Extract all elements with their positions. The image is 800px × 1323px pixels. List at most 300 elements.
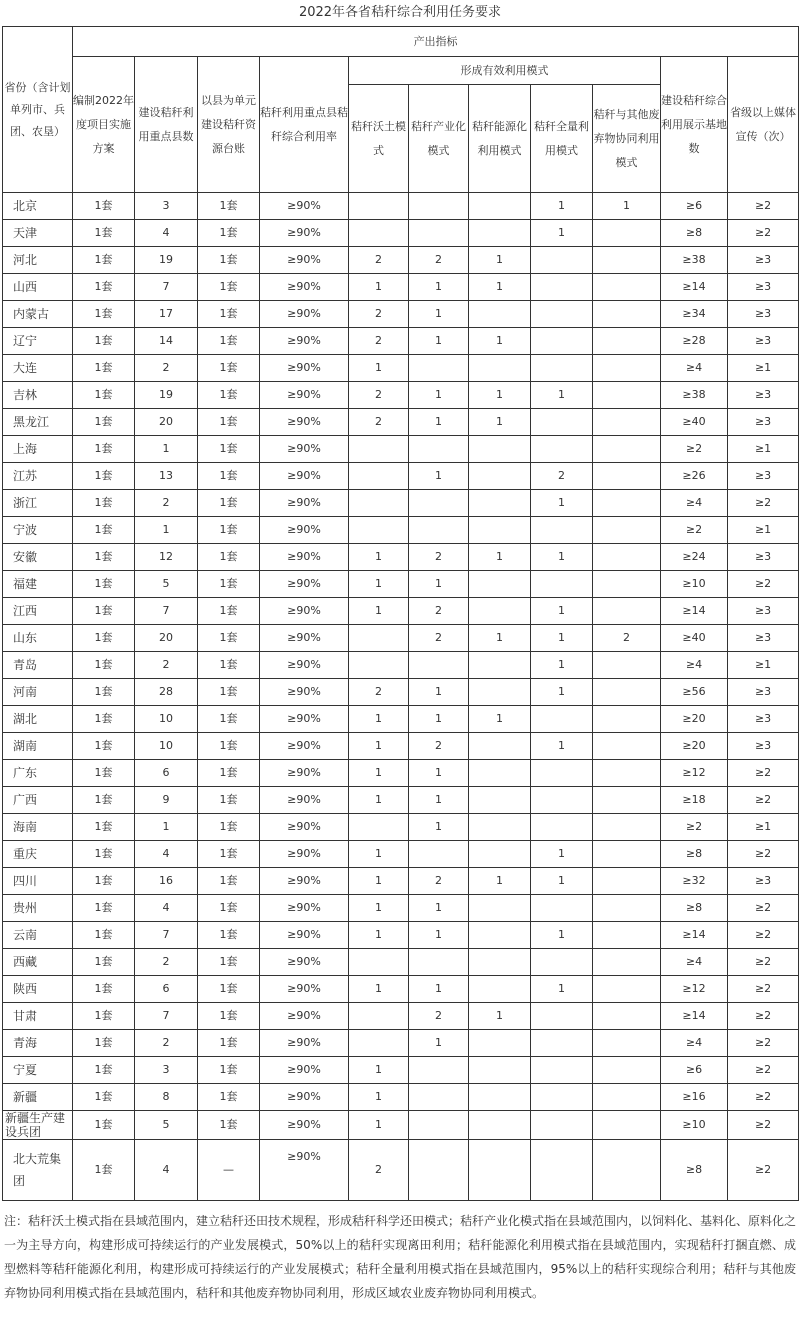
cell-industry-mode: 1: [409, 1030, 469, 1057]
cell-plan: 1套: [73, 1140, 135, 1201]
cell-full-use-mode: [531, 247, 593, 274]
cell-province: 天津: [3, 220, 73, 247]
cell-rate: ≥90%: [260, 625, 349, 652]
cell-synergy-mode: [593, 1140, 661, 1201]
cell-industry-mode: 1: [409, 679, 469, 706]
header-col-industry-mode: 秸秆产业化模式: [409, 85, 469, 193]
cell-rate: ≥90%: [260, 679, 349, 706]
cell-plan: 1套: [73, 382, 135, 409]
table-row: [3, 1003, 799, 1030]
cell-industry-mode: 2: [409, 733, 469, 760]
cell-demo-base: ≥14: [661, 598, 728, 625]
cell-synergy-mode: [593, 1057, 661, 1084]
cell-energy-mode: [469, 193, 531, 220]
cell-soil-mode: [349, 1003, 409, 1030]
table-row: [3, 841, 799, 868]
cell-rate: ≥90%: [260, 517, 349, 544]
cell-demo-base: ≥14: [661, 1003, 728, 1030]
cell-demo-base: ≥14: [661, 274, 728, 301]
cell-full-use-mode: 1: [531, 193, 593, 220]
cell-plan: 1套: [73, 1057, 135, 1084]
cell-demo-base: ≥38: [661, 247, 728, 274]
cell-industry-mode: [409, 490, 469, 517]
cell-province: 安徽: [3, 544, 73, 571]
cell-media: ≥2: [728, 1057, 799, 1084]
cell-soil-mode: 1: [349, 598, 409, 625]
cell-plan: 1套: [73, 787, 135, 814]
cell-soil-mode: 2: [349, 328, 409, 355]
table-row: [3, 1111, 799, 1140]
cell-soil-mode: 1: [349, 787, 409, 814]
cell-county-count: 28: [135, 679, 198, 706]
footnote: 注：秸秆沃土模式指在县域范围内，建立秸秆还田技术规程，形成秸秆科学还田模式；秸秆产业化模式指在县域范围内，以饲料化、基料化、原料化之一为主导方向，构建形成可持续运行的产业发展模式，50%以上的秸秆实现离田利用；秸秆能源化利用模式指在县域范围内，实现秸秆打捆直燃、成型燃料等秸秆能源化利用，构建形成可持续运行的产业发展模式；秸秆全量利用模式指在县域范围内，95%以上的秸秆实现综合利用；秸秆与其他废弃物协同利用模式指在县域范围内，秸秆和其他废弃物协同利用，形成区域农业废弃物协同利用模式。: [4, 1214, 797, 1300]
cell-rate: ≥90%: [260, 571, 349, 598]
cell-rate: ≥90%: [260, 1084, 349, 1111]
cell-demo-base: ≥4: [661, 490, 728, 517]
cell-rate: ≥90%: [260, 1140, 349, 1201]
cell-plan: 1套: [73, 976, 135, 1003]
cell-province: 贵州: [3, 895, 73, 922]
table-row: [3, 544, 799, 571]
cell-plan: 1套: [73, 463, 135, 490]
cell-rate: ≥90%: [260, 1030, 349, 1057]
cell-industry-mode: 1: [409, 301, 469, 328]
header-col-synergy-mode: 秸秆与其他废弃物协同利用模式: [593, 85, 661, 193]
cell-ledger: 1套: [198, 301, 260, 328]
table-title: 2022年各省秸秆综合利用任务要求: [298, 5, 502, 20]
cell-demo-base: ≥6: [661, 193, 728, 220]
cell-industry-mode: 1: [409, 706, 469, 733]
cell-rate: ≥90%: [260, 652, 349, 679]
cell-full-use-mode: [531, 1140, 593, 1201]
cell-full-use-mode: [531, 949, 593, 976]
table-row: [3, 571, 799, 598]
cell-industry-mode: 2: [409, 544, 469, 571]
cell-province: 重庆: [3, 841, 73, 868]
cell-industry-mode: [409, 193, 469, 220]
cell-county-count: 20: [135, 625, 198, 652]
cell-rate: ≥90%: [260, 733, 349, 760]
header-col-soil-mode: 秸秆沃土模式: [349, 85, 409, 193]
cell-energy-mode: 1: [469, 544, 531, 571]
cell-energy-mode: [469, 436, 531, 463]
cell-energy-mode: [469, 463, 531, 490]
cell-synergy-mode: 2: [593, 625, 661, 652]
cell-ledger: 1套: [198, 382, 260, 409]
cell-rate: ≥90%: [260, 544, 349, 571]
cell-county-count: 2: [135, 490, 198, 517]
cell-ledger: 1套: [198, 1030, 260, 1057]
cell-energy-mode: [469, 220, 531, 247]
cell-plan: 1套: [73, 247, 135, 274]
cell-full-use-mode: 1: [531, 679, 593, 706]
cell-county-count: 7: [135, 922, 198, 949]
cell-plan: 1套: [73, 1003, 135, 1030]
cell-province: 吉林: [3, 382, 73, 409]
cell-media: ≥2: [728, 949, 799, 976]
cell-county-count: 5: [135, 571, 198, 598]
cell-full-use-mode: 1: [531, 652, 593, 679]
cell-synergy-mode: [593, 544, 661, 571]
cell-ledger: 1套: [198, 409, 260, 436]
cell-industry-mode: [409, 1057, 469, 1084]
cell-plan: 1套: [73, 1084, 135, 1111]
cell-industry-mode: 2: [409, 598, 469, 625]
cell-media: ≥2: [728, 1084, 799, 1111]
cell-province: 浙江: [3, 490, 73, 517]
cell-province: 福建: [3, 571, 73, 598]
cell-ledger: 1套: [198, 1057, 260, 1084]
cell-full-use-mode: [531, 706, 593, 733]
table-row: [3, 652, 799, 679]
cell-province: 黑龙江: [3, 409, 73, 436]
cell-county-count: 12: [135, 544, 198, 571]
cell-county-count: 5: [135, 1111, 198, 1140]
cell-plan: 1套: [73, 193, 135, 220]
cell-ledger: 1套: [198, 760, 260, 787]
cell-energy-mode: 1: [469, 409, 531, 436]
cell-soil-mode: 2: [349, 382, 409, 409]
cell-energy-mode: 1: [469, 706, 531, 733]
cell-energy-mode: [469, 922, 531, 949]
cell-rate: ≥90%: [260, 895, 349, 922]
cell-plan: 1套: [73, 1111, 135, 1140]
table-row: [3, 733, 799, 760]
cell-plan: 1套: [73, 409, 135, 436]
cell-full-use-mode: [531, 409, 593, 436]
cell-plan: 1套: [73, 814, 135, 841]
cell-soil-mode: [349, 193, 409, 220]
cell-media: ≥3: [728, 598, 799, 625]
cell-media: ≥2: [728, 1140, 799, 1201]
cell-full-use-mode: [531, 787, 593, 814]
cell-synergy-mode: [593, 1084, 661, 1111]
cell-energy-mode: [469, 517, 531, 544]
cell-synergy-mode: [593, 436, 661, 463]
table-row: [3, 1140, 799, 1201]
cell-ledger: 1套: [198, 490, 260, 517]
cell-ledger: 1套: [198, 895, 260, 922]
table-row: [3, 220, 799, 247]
cell-synergy-mode: [593, 247, 661, 274]
cell-plan: 1套: [73, 841, 135, 868]
cell-ledger: 1套: [198, 652, 260, 679]
cell-industry-mode: 1: [409, 382, 469, 409]
cell-soil-mode: 1: [349, 760, 409, 787]
cell-soil-mode: [349, 463, 409, 490]
cell-demo-base: ≥38: [661, 382, 728, 409]
cell-county-count: 2: [135, 1030, 198, 1057]
table-row: [3, 1084, 799, 1111]
cell-synergy-mode: 1: [593, 193, 661, 220]
cell-plan: 1套: [73, 571, 135, 598]
cell-province: 云南: [3, 922, 73, 949]
cell-plan: 1套: [73, 706, 135, 733]
cell-province: 江苏: [3, 463, 73, 490]
cell-ledger: 1套: [198, 598, 260, 625]
cell-media: ≥3: [728, 733, 799, 760]
cell-demo-base: ≥40: [661, 625, 728, 652]
cell-energy-mode: [469, 679, 531, 706]
cell-rate: ≥90%: [260, 1111, 349, 1140]
cell-demo-base: ≥12: [661, 976, 728, 1003]
cell-rate: ≥90%: [260, 382, 349, 409]
cell-energy-mode: [469, 733, 531, 760]
cell-media: ≥2: [728, 1003, 799, 1030]
cell-industry-mode: 1: [409, 787, 469, 814]
cell-demo-base: ≥4: [661, 1030, 728, 1057]
cell-soil-mode: 1: [349, 1084, 409, 1111]
cell-full-use-mode: 1: [531, 733, 593, 760]
cell-plan: 1套: [73, 301, 135, 328]
cell-industry-mode: 1: [409, 274, 469, 301]
cell-county-count: 19: [135, 247, 198, 274]
table-row: [3, 922, 799, 949]
cell-media: ≥1: [728, 814, 799, 841]
cell-soil-mode: [349, 625, 409, 652]
cell-demo-base: ≥4: [661, 949, 728, 976]
cell-demo-base: ≥40: [661, 409, 728, 436]
cell-synergy-mode: [593, 706, 661, 733]
header-col-demo-base: 建设秸秆综合利用展示基地数: [661, 57, 728, 193]
cell-soil-mode: [349, 436, 409, 463]
cell-energy-mode: [469, 355, 531, 382]
cell-demo-base: ≥2: [661, 814, 728, 841]
cell-soil-mode: 1: [349, 355, 409, 382]
cell-rate: ≥90%: [260, 463, 349, 490]
cell-industry-mode: 1: [409, 571, 469, 598]
cell-energy-mode: 1: [469, 247, 531, 274]
cell-plan: 1套: [73, 436, 135, 463]
cell-media: ≥2: [728, 760, 799, 787]
cell-province: 上海: [3, 436, 73, 463]
cell-county-count: 7: [135, 274, 198, 301]
cell-synergy-mode: [593, 1030, 661, 1057]
cell-ledger: 1套: [198, 355, 260, 382]
cell-demo-base: ≥28: [661, 328, 728, 355]
cell-rate: ≥90%: [260, 328, 349, 355]
cell-plan: 1套: [73, 895, 135, 922]
cell-ledger: 1套: [198, 949, 260, 976]
cell-media: ≥2: [728, 895, 799, 922]
cell-ledger: 1套: [198, 193, 260, 220]
table-row: [3, 517, 799, 544]
cell-full-use-mode: 1: [531, 220, 593, 247]
cell-synergy-mode: [593, 382, 661, 409]
cell-ledger: 1套: [198, 1111, 260, 1140]
cell-demo-base: ≥14: [661, 922, 728, 949]
cell-full-use-mode: 1: [531, 841, 593, 868]
cell-demo-base: ≥56: [661, 679, 728, 706]
cell-industry-mode: 2: [409, 247, 469, 274]
cell-synergy-mode: [593, 517, 661, 544]
cell-province: 河南: [3, 679, 73, 706]
cell-synergy-mode: [593, 1003, 661, 1030]
cell-full-use-mode: 2: [531, 463, 593, 490]
cell-demo-base: ≥2: [661, 436, 728, 463]
cell-rate: ≥90%: [260, 220, 349, 247]
cell-province: 山东: [3, 625, 73, 652]
cell-plan: 1套: [73, 1030, 135, 1057]
cell-media: ≥3: [728, 544, 799, 571]
header-col-full-use-mode: 秸秆全量利用模式: [531, 85, 593, 193]
cell-energy-mode: [469, 760, 531, 787]
cell-province: 内蒙古: [3, 301, 73, 328]
cell-demo-base: ≥20: [661, 733, 728, 760]
cell-soil-mode: 1: [349, 841, 409, 868]
cell-ledger: 1套: [198, 436, 260, 463]
cell-synergy-mode: [593, 733, 661, 760]
cell-demo-base: ≥20: [661, 706, 728, 733]
table-row: [3, 706, 799, 733]
cell-ledger: 1套: [198, 625, 260, 652]
cell-synergy-mode: [593, 355, 661, 382]
cell-plan: 1套: [73, 922, 135, 949]
cell-energy-mode: [469, 1111, 531, 1140]
cell-county-count: 1: [135, 814, 198, 841]
cell-synergy-mode: [593, 949, 661, 976]
cell-county-count: 4: [135, 1140, 198, 1201]
cell-synergy-mode: [593, 868, 661, 895]
cell-synergy-mode: [593, 301, 661, 328]
table-row: [3, 274, 799, 301]
cell-synergy-mode: [593, 976, 661, 1003]
cell-full-use-mode: [531, 760, 593, 787]
header-output-indicators: 产出指标: [73, 27, 799, 57]
cell-media: ≥3: [728, 409, 799, 436]
cell-demo-base: ≥16: [661, 1084, 728, 1111]
table-row: [3, 1057, 799, 1084]
cell-ledger: 1套: [198, 571, 260, 598]
cell-industry-mode: [409, 1111, 469, 1140]
cell-county-count: 20: [135, 409, 198, 436]
cell-full-use-mode: 1: [531, 598, 593, 625]
cell-industry-mode: 1: [409, 922, 469, 949]
cell-ledger: 1套: [198, 787, 260, 814]
cell-county-count: 17: [135, 301, 198, 328]
cell-rate: ≥90%: [260, 301, 349, 328]
cell-province: 陕西: [3, 976, 73, 1003]
cell-plan: 1套: [73, 274, 135, 301]
cell-synergy-mode: [593, 328, 661, 355]
cell-ledger: 1套: [198, 922, 260, 949]
cell-rate: ≥90%: [260, 814, 349, 841]
cell-industry-mode: [409, 1084, 469, 1111]
cell-province: 山西: [3, 274, 73, 301]
cell-synergy-mode: [593, 652, 661, 679]
table-row: [3, 1030, 799, 1057]
cell-province: 辽宁: [3, 328, 73, 355]
header-province: 省份（含计划单列市、兵团、农垦）: [3, 27, 73, 193]
cell-soil-mode: [349, 490, 409, 517]
cell-ledger: 1套: [198, 976, 260, 1003]
cell-county-count: 2: [135, 652, 198, 679]
cell-demo-base: ≥2: [661, 517, 728, 544]
cell-industry-mode: [409, 1140, 469, 1201]
cell-province: 北京: [3, 193, 73, 220]
cell-province: 新疆生产建设兵团: [3, 1111, 73, 1140]
cell-synergy-mode: [593, 814, 661, 841]
cell-plan: 1套: [73, 652, 135, 679]
cell-industry-mode: [409, 355, 469, 382]
cell-county-count: 2: [135, 949, 198, 976]
cell-energy-mode: [469, 841, 531, 868]
cell-industry-mode: [409, 841, 469, 868]
cell-province: 江西: [3, 598, 73, 625]
cell-energy-mode: [469, 490, 531, 517]
cell-ledger: 1套: [198, 1084, 260, 1111]
cell-county-count: 10: [135, 706, 198, 733]
cell-energy-mode: [469, 1030, 531, 1057]
cell-full-use-mode: 1: [531, 382, 593, 409]
cell-rate: ≥90%: [260, 355, 349, 382]
cell-media: ≥3: [728, 274, 799, 301]
cell-ledger: 1套: [198, 544, 260, 571]
cell-media: ≥2: [728, 1030, 799, 1057]
cell-county-count: 14: [135, 328, 198, 355]
cell-demo-base: ≥12: [661, 760, 728, 787]
table-row: [3, 301, 799, 328]
cell-demo-base: ≥18: [661, 787, 728, 814]
cell-energy-mode: [469, 976, 531, 1003]
cell-full-use-mode: [531, 895, 593, 922]
cell-industry-mode: 1: [409, 895, 469, 922]
cell-industry-mode: 2: [409, 1003, 469, 1030]
cell-rate: ≥90%: [260, 274, 349, 301]
cell-ledger: 1套: [198, 706, 260, 733]
table-row: [3, 382, 799, 409]
cell-full-use-mode: 1: [531, 544, 593, 571]
cell-plan: 1套: [73, 355, 135, 382]
cell-soil-mode: [349, 814, 409, 841]
table-row: [3, 355, 799, 382]
table-body: [3, 193, 799, 1201]
table-row: [3, 625, 799, 652]
cell-industry-mode: 2: [409, 625, 469, 652]
cell-full-use-mode: 1: [531, 490, 593, 517]
cell-synergy-mode: [593, 274, 661, 301]
cell-rate: ≥90%: [260, 436, 349, 463]
cell-energy-mode: 1: [469, 382, 531, 409]
cell-full-use-mode: 1: [531, 868, 593, 895]
cell-soil-mode: 2: [349, 1140, 409, 1201]
cell-soil-mode: 1: [349, 922, 409, 949]
cell-full-use-mode: [531, 1030, 593, 1057]
cell-industry-mode: 1: [409, 409, 469, 436]
cell-energy-mode: 1: [469, 1003, 531, 1030]
cell-county-count: 19: [135, 382, 198, 409]
cell-plan: 1套: [73, 517, 135, 544]
cell-synergy-mode: [593, 409, 661, 436]
cell-rate: ≥90%: [260, 1003, 349, 1030]
cell-soil-mode: [349, 949, 409, 976]
header-col-county-count: 建设秸秆利用重点县数: [135, 57, 198, 193]
table-row: [3, 760, 799, 787]
cell-province: 海南: [3, 814, 73, 841]
cell-rate: ≥90%: [260, 787, 349, 814]
cell-soil-mode: 1: [349, 274, 409, 301]
cell-synergy-mode: [593, 679, 661, 706]
table-row: [3, 976, 799, 1003]
cell-county-count: 10: [135, 733, 198, 760]
cell-energy-mode: [469, 814, 531, 841]
cell-energy-mode: [469, 571, 531, 598]
cell-demo-base: ≥8: [661, 841, 728, 868]
cell-soil-mode: 1: [349, 1111, 409, 1140]
cell-county-count: 3: [135, 1057, 198, 1084]
cell-province: 西藏: [3, 949, 73, 976]
cell-soil-mode: 1: [349, 868, 409, 895]
